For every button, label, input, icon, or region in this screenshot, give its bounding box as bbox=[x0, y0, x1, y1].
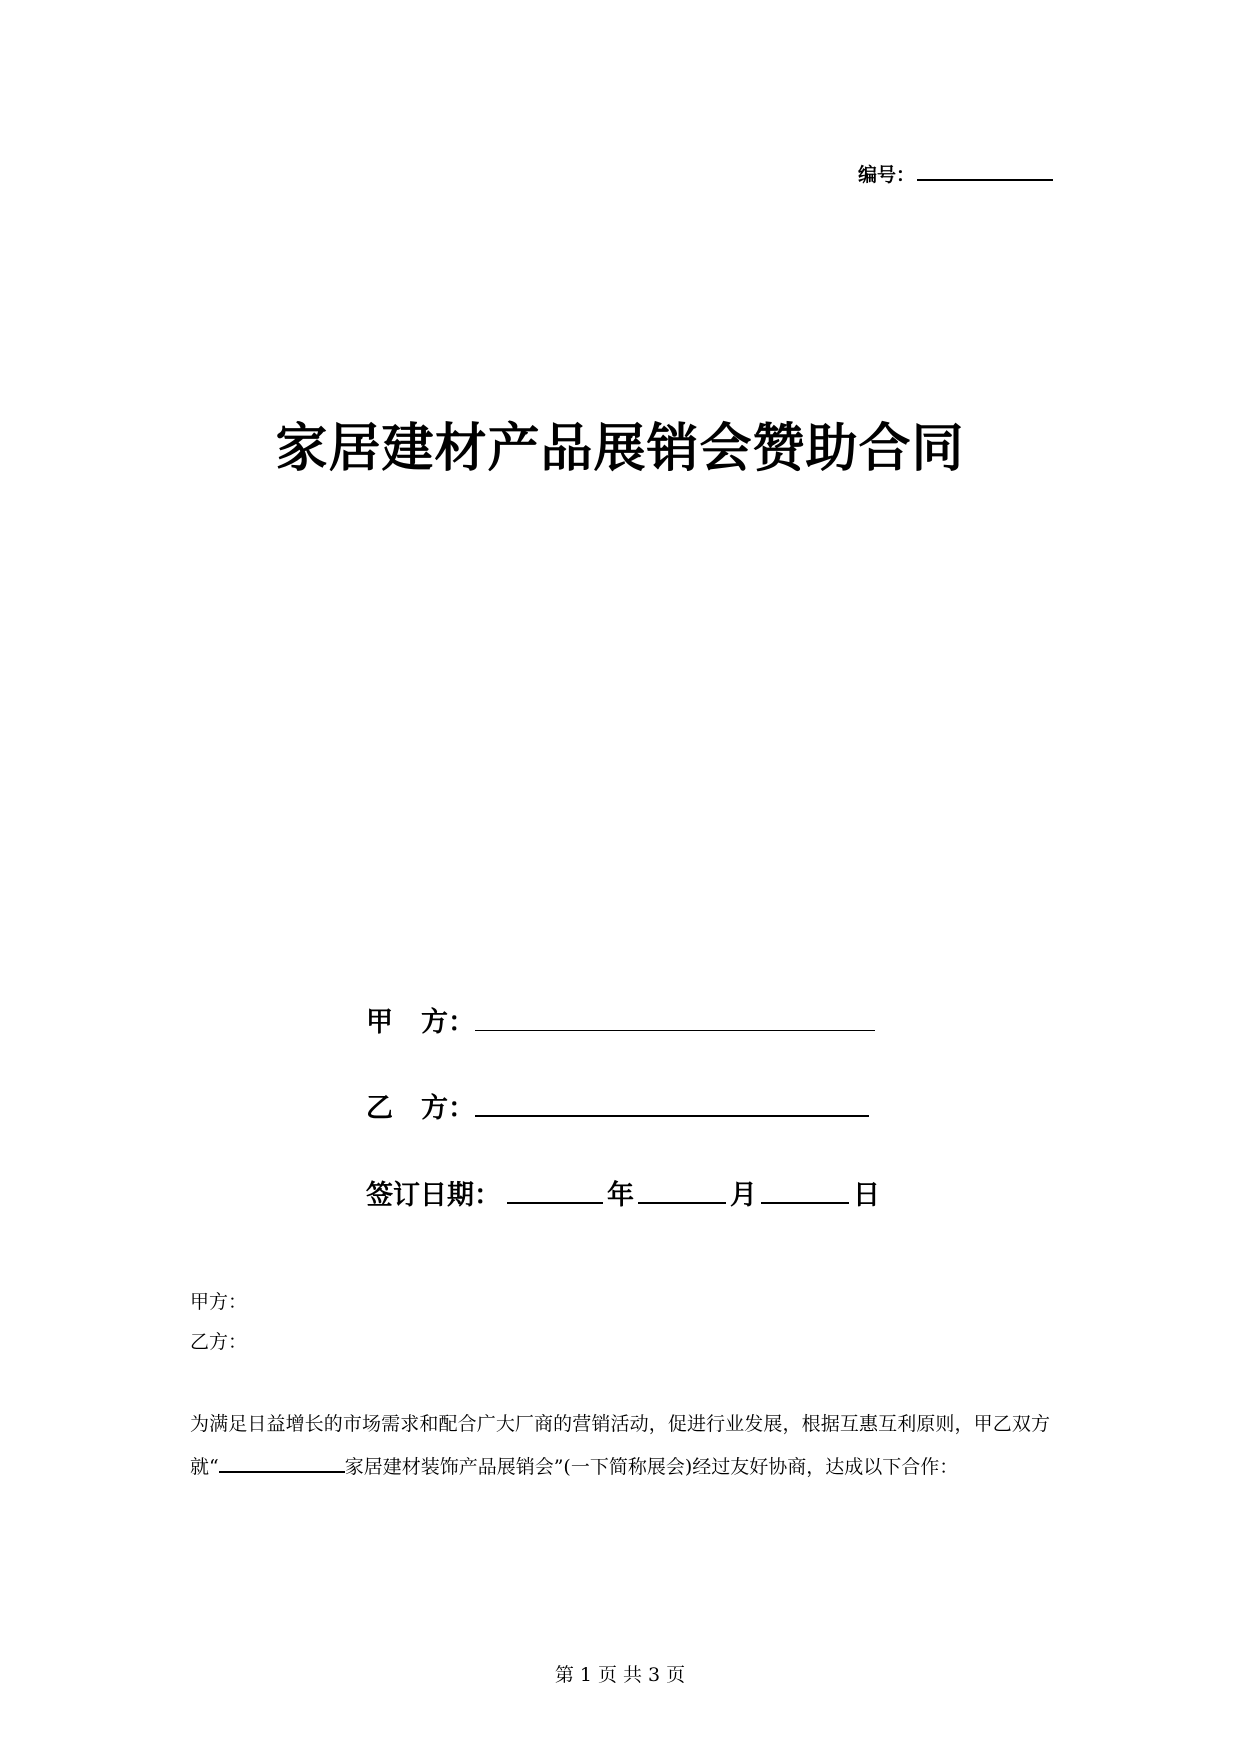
serial-blank[interactable] bbox=[917, 161, 1053, 181]
intro-text-part2: 家居建材装饰产品展销会”(一下简称展会)经过友好协商，达成以下合作： bbox=[344, 1456, 959, 1478]
day-label: 日 bbox=[853, 1180, 880, 1211]
intro-text-part1: 为满足日益增长的市场需求和配合广大厂商的营销活动，促进行业发展，根据互惠互利原则，甲乙双方就“ bbox=[190, 1413, 1050, 1478]
party-a-blank[interactable] bbox=[475, 1006, 875, 1031]
party-a-label-1: 甲 bbox=[366, 1007, 393, 1038]
page-footer: 第 1 页 共 3 页 bbox=[554, 1664, 686, 1686]
sign-date-label: 签订日期： bbox=[366, 1180, 501, 1211]
exhibition-name-blank[interactable] bbox=[219, 1453, 345, 1473]
year-label: 年 bbox=[607, 1180, 634, 1211]
month-blank[interactable] bbox=[638, 1178, 726, 1204]
document-title: 家居建材产品展销会赞助合同 bbox=[275, 418, 965, 479]
party-a-label-2: 方： bbox=[421, 1007, 475, 1038]
party-b-label-2: 方： bbox=[421, 1093, 475, 1124]
serial-number bbox=[858, 160, 1053, 187]
party-b-signature-row bbox=[366, 1086, 869, 1125]
party-b-label-1: 乙 bbox=[366, 1093, 393, 1124]
body-party-b: 乙方： bbox=[190, 1331, 248, 1353]
serial-label: 编号： bbox=[858, 164, 916, 186]
party-b-blank[interactable] bbox=[475, 1091, 869, 1117]
intro-paragraph bbox=[190, 1403, 1050, 1489]
month-label: 月 bbox=[730, 1180, 757, 1211]
sign-date-row bbox=[366, 1173, 880, 1212]
year-blank[interactable] bbox=[507, 1178, 603, 1204]
day-blank[interactable] bbox=[761, 1178, 849, 1204]
party-a-signature-row bbox=[366, 1000, 875, 1039]
body-party-a: 甲方： bbox=[190, 1291, 248, 1313]
